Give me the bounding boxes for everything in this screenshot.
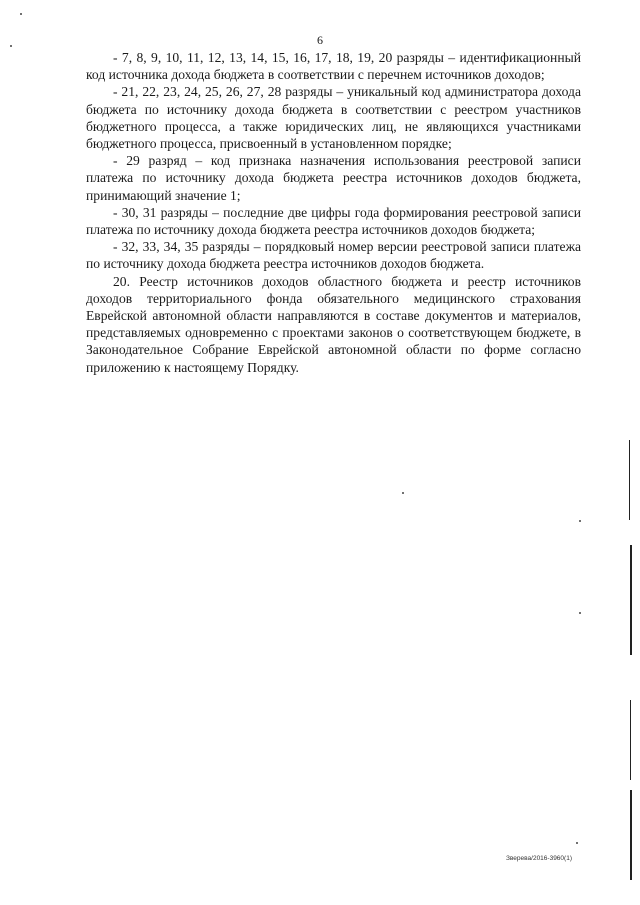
document-body bbox=[86, 49, 581, 376]
paragraph-digits-21-28: - 21, 22, 23, 24, 25, 26, 27, 28 разряды – уникальный код администратора дохода бюджета по источнику дохода бюджета в соответствии с реестром участников бюджетного процесса, а также юридических лиц, не являющихся участниками бюджетного процесса, присвоенный в установленном порядке; bbox=[86, 84, 581, 152]
scan-edge-line bbox=[630, 790, 632, 880]
scan-edge-line bbox=[630, 545, 632, 655]
scan-dot bbox=[10, 45, 12, 47]
paragraph-digits-32-35: - 32, 33, 34, 35 разряды – порядковый номер версии реестровой записи платежа по источнику дохода бюджета реестра источников доходов бюджета. bbox=[86, 239, 581, 272]
paragraph-digits-7-20: - 7, 8, 9, 10, 11, 12, 13, 14, 15, 16, 17, 18, 19, 20 разряды – идентификационный код источника дохода бюджета в соответствии с перечнем источников доходов; bbox=[86, 50, 581, 83]
footer-code: Зверева/2016-3960(1) bbox=[506, 855, 572, 862]
scan-dot bbox=[402, 492, 404, 494]
scan-edge-line bbox=[629, 440, 630, 520]
paragraph-digit-29: - 29 разряд – код признака назначения использования реестровой записи платежа по источнику дохода бюджета реестра источников доходов бюджета, принимающий значение 1; bbox=[86, 153, 581, 203]
scan-dot bbox=[579, 520, 581, 522]
scan-dot bbox=[576, 842, 578, 844]
paragraph-digits-30-31: - 30, 31 разряды – последние две цифры года формирования реестровой записи платежа по источнику дохода бюджета реестра источников доходов бюджета; bbox=[86, 204, 581, 238]
scan-dot bbox=[20, 13, 22, 15]
scan-edge-line bbox=[630, 700, 631, 780]
page-number: 6 bbox=[317, 33, 323, 47]
scan-dot bbox=[579, 612, 581, 614]
paragraph-item-20: 20. Реестр источников доходов областного бюджета и реестр источников доходов территориального фонда обязательного медицинского страхования Еврейской автономной области направляются в составе документов и материалов, представляемых одновременно с проектами законов о соответствующем бюджете, в Законодательное Собрание Еврейской автономной области по форме согласно приложению к настоящему Порядку. bbox=[86, 273, 581, 375]
